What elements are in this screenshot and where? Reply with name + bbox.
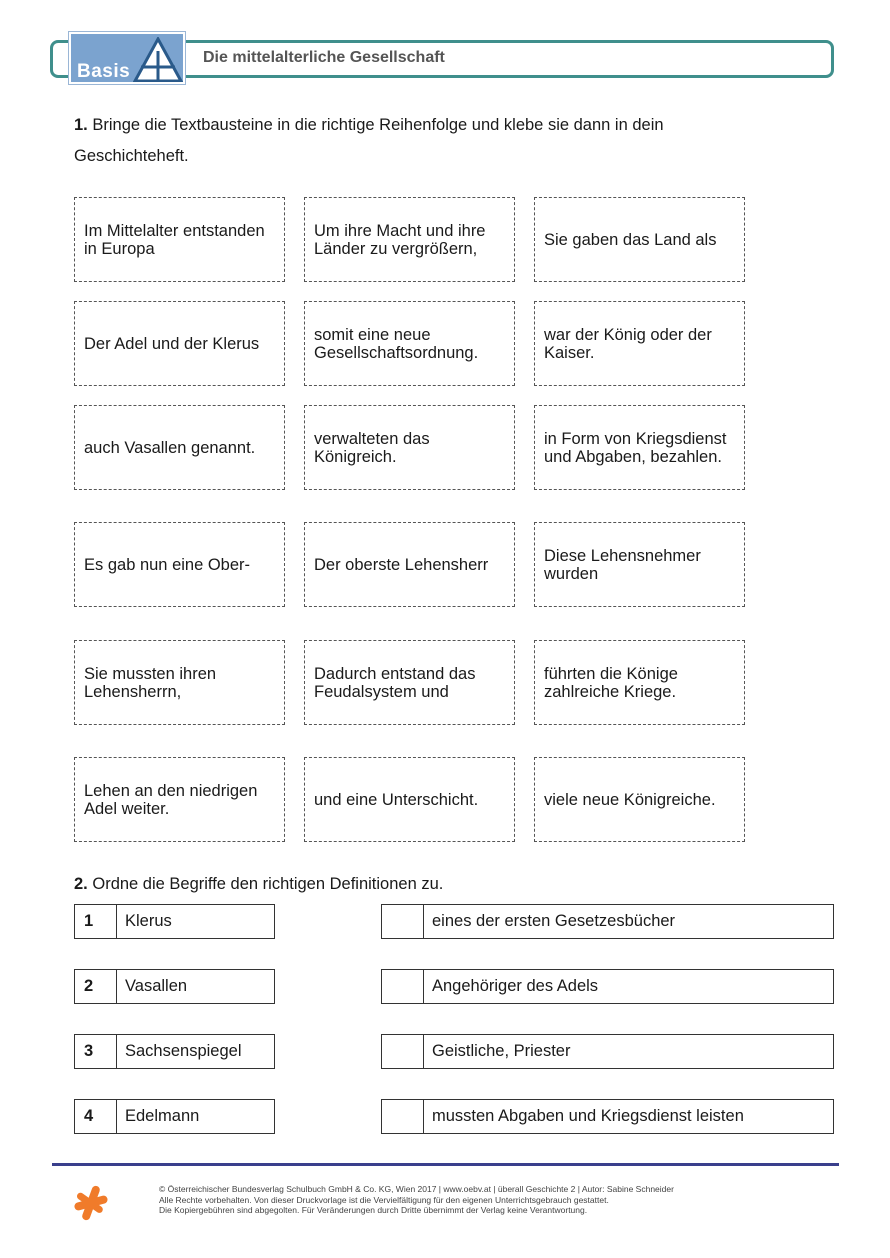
text-tile[interactable]: Der oberste Lehensherr xyxy=(304,522,515,607)
text-tile[interactable]: in Form von Kriegsdienst und Abgaben, bezahlen. xyxy=(534,405,745,490)
task2-instruction xyxy=(74,869,443,900)
task1-number: 1. xyxy=(74,116,88,134)
answer-blank[interactable] xyxy=(382,1035,424,1068)
definition-text: Geistliche, Priester xyxy=(432,1042,571,1060)
text-tile[interactable]: viele neue Königreiche. xyxy=(534,757,745,842)
footer-line: Die Kopiergebühren sind abgegolten. Für Veränderungen durch Dritte übernimmt der Verlag keine Verantwortung. xyxy=(159,1205,588,1215)
text-tile[interactable]: war der König oder der Kaiser. xyxy=(534,301,745,386)
footer-divider xyxy=(52,1163,839,1166)
term-row xyxy=(74,1034,275,1069)
text-tile[interactable]: Im Mittelalter entstanden in Europa xyxy=(74,197,285,282)
term-label: Sachsenspiegel xyxy=(125,1042,242,1060)
term-number: 4 xyxy=(75,1100,117,1133)
text-tile[interactable]: Dadurch entstand das Feudalsystem und xyxy=(304,640,515,725)
text-tile[interactable]: somit eine neue Gesellschaftsordnung. xyxy=(304,301,515,386)
answer-blank[interactable] xyxy=(382,905,424,938)
term-number: 2 xyxy=(75,970,117,1003)
term-row xyxy=(74,969,275,1004)
text-tile[interactable]: auch Vasallen genannt. xyxy=(74,405,285,490)
task1-instruction-line1 xyxy=(74,110,664,141)
text-tile[interactable]: Sie mussten ihren Lehensherrn, xyxy=(74,640,285,725)
text-tile[interactable]: verwalteten das Königreich. xyxy=(304,405,515,490)
task1-instruction-text: Bringe die Textbausteine in die richtige Reihenfolge und klebe sie dann in dein xyxy=(92,116,664,134)
footer-copyright xyxy=(159,1184,674,1216)
task2-instruction-text: Ordne die Begriffe den richtigen Definitionen zu. xyxy=(92,875,444,893)
definition-text: Angehöriger des Adels xyxy=(432,977,599,995)
term-number: 1 xyxy=(75,905,117,938)
definition-row xyxy=(381,904,834,939)
definition-row xyxy=(381,1099,834,1134)
definition-row xyxy=(381,969,834,1004)
task2-number: 2. xyxy=(74,875,88,893)
answer-blank[interactable] xyxy=(382,1100,424,1133)
text-tile[interactable]: und eine Unterschicht. xyxy=(304,757,515,842)
basis-badge xyxy=(69,32,185,84)
answer-blank[interactable] xyxy=(382,970,424,1003)
text-tile[interactable]: Sie gaben das Land als xyxy=(534,197,745,282)
text-tile[interactable]: Lehen an den niedrigen Adel weiter. xyxy=(74,757,285,842)
text-tile[interactable]: führten die Könige zahlreiche Kriege. xyxy=(534,640,745,725)
text-tile[interactable]: Es gab nun eine Ober- xyxy=(74,522,285,607)
publisher-logo-icon xyxy=(72,1183,110,1223)
task1-instruction-line2: Geschichteheft. xyxy=(74,147,189,165)
definition-text: mussten Abgaben und Kriegsdienst leisten xyxy=(432,1107,744,1125)
term-number: 3 xyxy=(75,1035,117,1068)
term-label: Edelmann xyxy=(125,1107,200,1125)
page-title: Die mittelalterliche Gesellschaft xyxy=(203,49,445,66)
text-tile[interactable]: Um ihre Macht und ihre Länder zu vergrößern, xyxy=(304,197,515,282)
term-label: Vasallen xyxy=(125,977,188,995)
footer-line: © Österreichischer Bundesverlag Schulbuch GmbH & Co. KG, Wien 2017 | www.oebv.at | überall Geschichte 2 | Autor: Sabine Schneider xyxy=(159,1184,674,1194)
text-tile[interactable]: Diese Lehensnehmer wurden xyxy=(534,522,745,607)
triangle-level-icon xyxy=(133,37,183,83)
term-row xyxy=(74,1099,275,1134)
footer-line: Alle Rechte vorbehalten. Von dieser Druckvorlage ist die Vervielfältigung für den eigenen Unterrichtsgebrauch gestattet. xyxy=(159,1194,609,1205)
term-label: Klerus xyxy=(125,912,172,930)
basis-label: Basis xyxy=(77,61,131,82)
definition-row xyxy=(381,1034,834,1069)
term-row xyxy=(74,904,275,939)
definition-text: eines der ersten Gesetzesbücher xyxy=(432,912,676,930)
text-tile[interactable]: Der Adel und der Klerus xyxy=(74,301,285,386)
